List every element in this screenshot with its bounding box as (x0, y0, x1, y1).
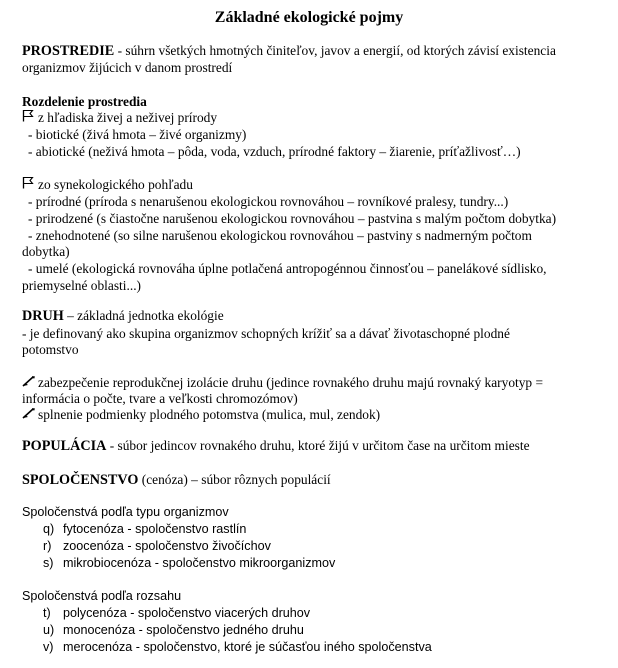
g2-item-4b: priemyselné oblasti...) (22, 278, 141, 293)
flag-bullet-icon (22, 176, 38, 193)
list-item (43, 622, 618, 639)
list-marker: s) (43, 556, 54, 570)
list-marker: q) (43, 522, 55, 536)
term-spolocenstvo: SPOLOČENSTVO (22, 472, 139, 488)
list-item-text: fytocenóza - spoločenstvo rastlín (63, 522, 247, 536)
list-marker: r) (43, 539, 52, 553)
druh-bullet-1-cont: informácia o počte, tvare a veľkosti chromozómov) (22, 391, 298, 406)
prostredie-def-2: organizmov žijúcich v danom prostredí (22, 60, 233, 75)
term-druh: DRUH (22, 308, 64, 324)
term-populacia: POPULÁCIA (22, 438, 107, 454)
prostredie-definition (22, 42, 612, 60)
druh-line-2: - je definovaný ako skupina organizmov schopných krížiť sa a dávať životaschopné plodné (22, 326, 510, 341)
druh-line-3: potomstvo (22, 342, 79, 357)
druh-bullet-2-text: splnenie podmienky plodného potomstva (mulica, mul, zendok) (38, 407, 381, 422)
spolocenstvo-definition (22, 471, 612, 489)
g2-item-3b: dobytka) (22, 244, 70, 259)
writing-hand-icon (22, 406, 38, 423)
populacia-def: - súbor jedincov rovnakého druhu, ktoré žijú v určitom čase na určitom mieste (106, 438, 530, 453)
list-item-text: mikrobiocenóza - spoločenstvo mikroorganizmov (63, 556, 336, 570)
list-marker: v) (43, 640, 54, 654)
list-marker: u) (43, 623, 55, 637)
g2-item-3a: - znehodnotené (so silne narušenou ekologickou rovnováhou – pastviny s nadmerným počtom (28, 228, 532, 243)
list-item-text: monocenóza - spoločenstvo jedného druhu (63, 623, 304, 637)
flag-bullet-icon (22, 109, 38, 126)
writing-hand-icon (22, 374, 38, 391)
prostredie-def-1: - súhrn všetkých hmotných činiteľov, javov a energií, od ktorých závisí existencia (114, 43, 556, 58)
group-2 (22, 176, 612, 193)
list-marker: t) (43, 606, 51, 620)
druh-bullet-1 (22, 374, 612, 391)
list-item (43, 521, 618, 538)
list-item (43, 605, 618, 622)
rozdelenie-heading: Rozdelenie prostredia (22, 94, 147, 109)
druh-bullet-1-text: zabezpečenie reprodukčnej izolácie druhu (jedince rovnakého druhu majú rovnaký karyotyp = (38, 375, 544, 390)
group-1-text: z hľadiska živej a neživej prírody (38, 110, 218, 125)
group-1 (22, 109, 612, 126)
rozsah-heading: Spoločenstvá podľa rozsahu (22, 589, 182, 603)
spolocenstvo-def: (cenóza) – súbor rôznych populácií (138, 472, 331, 487)
druh-bullet-2 (22, 406, 612, 423)
typ-heading: Spoločenstvá podľa typu organizmov (22, 505, 229, 519)
list-item (43, 555, 618, 572)
druh-def: – základná jednotka ekológie (63, 308, 224, 323)
document-title: Základné ekologické pojmy (214, 9, 404, 26)
list-item-text: polycenóza - spoločenstvo viacerých druhov (63, 606, 311, 620)
term-prostredie: PROSTREDIE (22, 43, 115, 59)
list-item (43, 639, 618, 656)
populacia-definition (22, 437, 612, 455)
g2-item-4a: - umelé (ekologická rovnováha úplne potlačená antropogénnou činnosťou – panelákové sídlisko, (28, 261, 547, 276)
g1-item-2: - abiotické (neživá hmota – pôda, voda, vzduch, prírodné faktory – žiarenie, príťažlivosť…) (28, 144, 521, 159)
g2-item-2: - prirodzené (s čiastočne narušenou ekologickou rovnováhou – pastvina s malým počtom dobytka) (28, 211, 557, 226)
druh-definition (22, 307, 612, 325)
list-item-text: zoocenóza - spoločenstvo živočíchov (63, 539, 271, 553)
group-2-text: zo synekologického pohľadu (38, 177, 193, 192)
list-item (43, 538, 618, 555)
g2-item-1: - prírodné (príroda s nenarušenou ekologickou rovnováhou – rovníkové pralesy, tundry...) (28, 194, 509, 209)
g1-item-1: - biotické (živá hmota – živé organizmy) (28, 127, 247, 142)
list-item-text: merocenóza - spoločenstvo, ktoré je súčasťou iného spoločenstva (63, 640, 432, 654)
